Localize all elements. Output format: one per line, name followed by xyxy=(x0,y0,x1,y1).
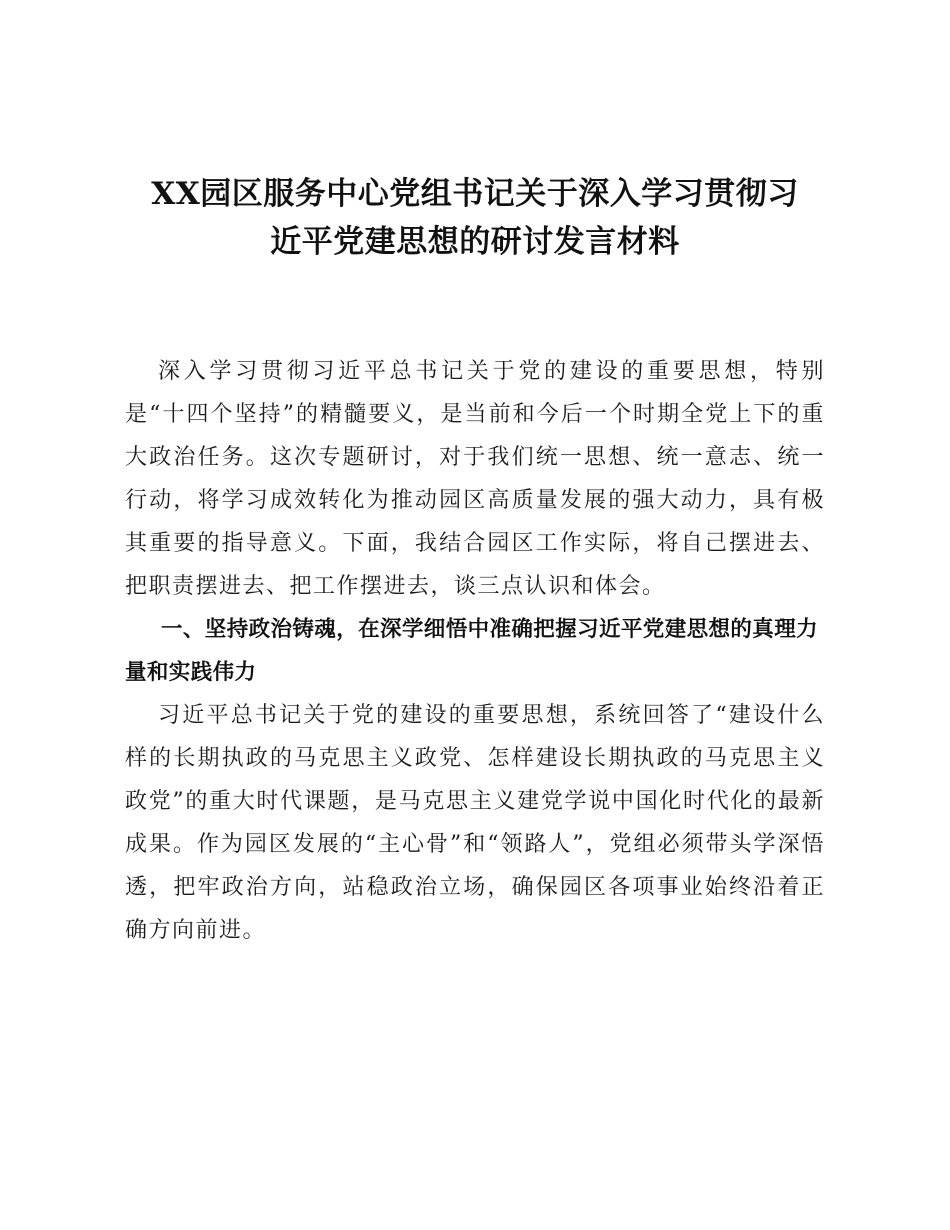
title-line-1: XX园区服务中心党组书记关于深入学习贯彻习 xyxy=(151,176,799,212)
document-body xyxy=(125,350,825,952)
section-1-paragraph: 习近平总书记关于党的建设的重要思想，系统回答了“建设什么样的长期执政的马克思主义政党、怎样建设长期执政的马克思主义政党”的重大时代课题，是马克思主义建党学说中国化时代化的最新成果。作为园区发展的“主心骨”和“领路人”，党组必须带头学深悟透，把牢政治方向，站稳政治立场，确保园区各项事业始终沿着正确方向前进。 xyxy=(125,703,825,943)
section-heading-1: 一、坚持政治铸魂，在深学细悟中准确把握习近平党建思想的真理力量和实践伟力 xyxy=(125,617,819,685)
document-title xyxy=(110,170,840,266)
intro-paragraph: 深入学习贯彻习近平总书记关于党的建设的重要思想，特别是“十四个坚持”的精髓要义，是当前和今后一个时期全党上下的重大政治任务。这次专题研讨，对于我们统一思想、统一意志、统一行动，将学习成效转化为推动园区高质量发展的强大动力，具有极其重要的指导意义。下面，我结合园区工作实际，将自己摆进去、把职责摆进去、把工作摆进去，谈三点认识和体会。 xyxy=(125,359,825,599)
title-line-2: 近平党建思想的研讨发言材料 xyxy=(270,224,680,260)
